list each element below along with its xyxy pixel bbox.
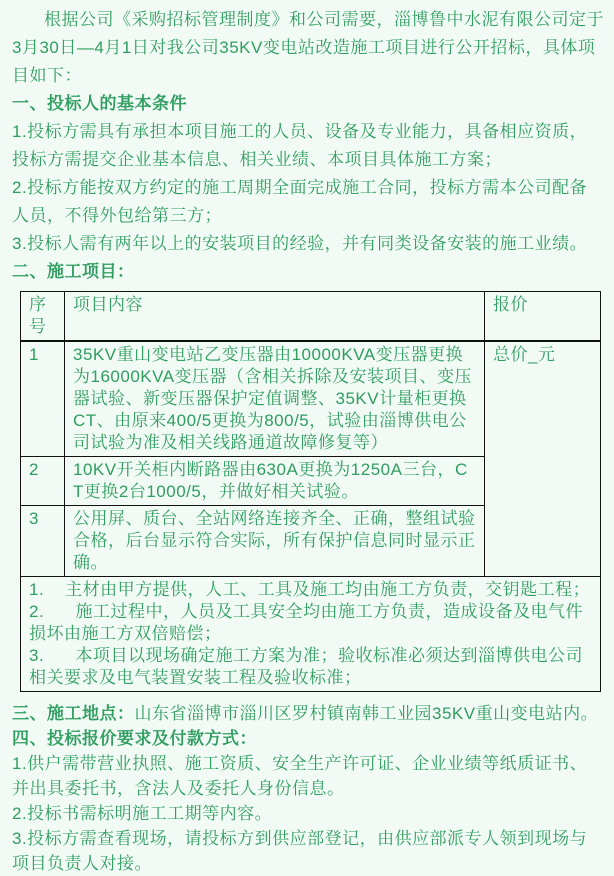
- price-cell: 总价_元: [485, 341, 601, 577]
- bid-requirement-1: 1.供户需带营业执照、施工资质、安全生产许可证、企业业绩等纸质证书、并出具委托书，含法人及委托人身份信息。: [12, 754, 588, 798]
- section3-line: [12, 701, 604, 726]
- section3-heading: 三、施工地点：: [12, 704, 135, 723]
- bid-requirement-2: 2.投标书需标明施工工期等内容。: [12, 804, 273, 823]
- bidder-condition-1: 1.投标方需具有承担本项目施工的人员、设备及专业能力，具备相应资质，投标方需提交企业基本信息、相关业绩、本项目具体施工方案；: [12, 122, 588, 169]
- row-1-content: 35KV重山变电站乙变压器由10000KVA变压器更换为16000KVA变压器（含相关拆除及安装项目、变压器试验、新变压器保护定值调整、35KV计量柜更换CT、由原来400/5更换为800/5，试验由淄博供电公司试验为准及相关线路通道故障修复等）: [65, 341, 485, 457]
- table-notes-row: [21, 577, 601, 692]
- row-2-content: 10KV开关柜内断路器由630A更换为1250A三台，CT更换2台1000/5，并做好相关试验。: [65, 457, 485, 506]
- table-note-1: 1. 主材由甲方提供，人工、工具及施工均由施工方负责，交钥匙工程；: [29, 580, 591, 599]
- intro-paragraph: 根据公司《采购招标管理制度》和公司需要，淄博鲁中水泥有限公司定于3月30日—4月1日对我公司35KV变电站改造施工项目进行公开招标，具体项目如下：: [12, 10, 604, 85]
- bidder-condition-3: 3.投标人需有两年以上的安装项目的经验，并有同类设备安装的施工业绩。: [12, 234, 588, 253]
- section4-heading: 四、投标报价要求及付款方式：: [12, 729, 257, 748]
- section1-heading: 一、投标人的基本条件: [12, 94, 187, 113]
- row-1-no: 1: [21, 341, 65, 457]
- row-2-no: 2: [21, 457, 65, 506]
- column-header-content: 项目内容: [65, 292, 485, 342]
- table-row-1: [21, 341, 601, 457]
- tail-sections: [12, 701, 604, 876]
- column-header-price: 报价: [485, 292, 601, 342]
- construction-location: 山东省淄博市淄川区罗村镇南韩工业园35KV重山变电站内。: [134, 704, 599, 723]
- column-header-no: 序号: [21, 292, 65, 342]
- table-note-2: 2. 施工过程中，人员及工具安全均由施工方负责，造成设备及电气件损坏由施工方双倍赔偿；: [29, 602, 584, 643]
- table-note-3: 3. 本项目以现场确定施工方案为准；验收标准必须达到淄博供电公司相关要求及电气装置安装工程及验收标准；: [29, 646, 584, 687]
- bid-requirement-3: 3.投标方需查看现场，请投标方到供应部登记，由供应部派专人领到现场与项目负责人对接。: [12, 829, 588, 873]
- row-3-content: 公用屏、质台、全站网络连接齐全、正确，整组试验合格，后台显示符合实际，所有保护信息同时显示正确。: [65, 506, 485, 577]
- table-header-row: [21, 292, 601, 342]
- bidder-condition-2: 2.投标方能按双方约定的施工周期全面完成施工合同，投标方需本公司配备人员，不得外包给第三方；: [12, 178, 588, 225]
- project-table: [20, 291, 601, 692]
- table-notes-cell: [21, 577, 601, 692]
- row-3-no: 3: [21, 506, 65, 577]
- section2-heading: 二、施工项目：: [12, 262, 135, 281]
